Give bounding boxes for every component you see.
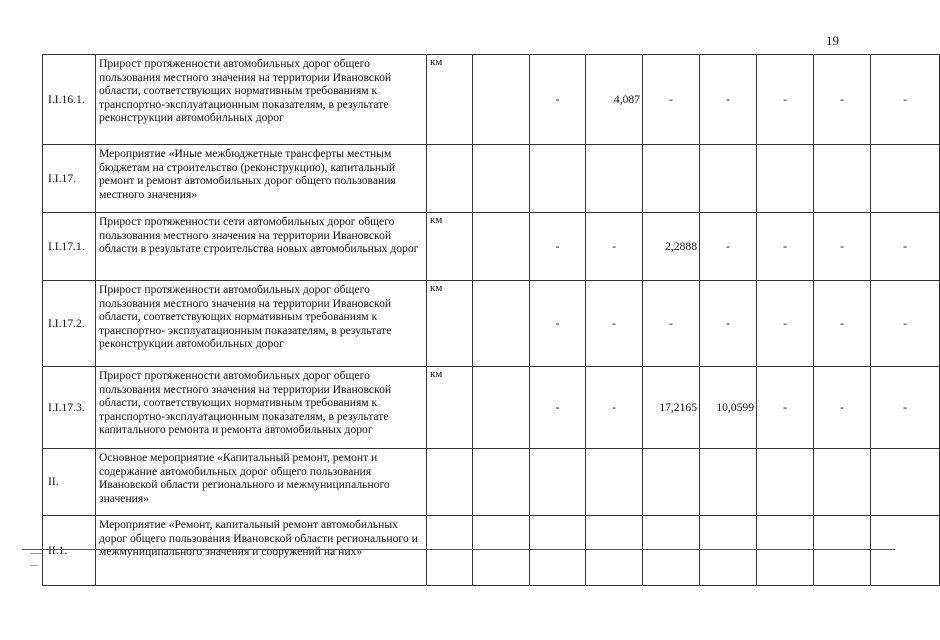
value-cell: - — [814, 213, 871, 281]
value-cell: - — [586, 213, 643, 281]
value-cell: - — [586, 281, 643, 367]
value-cell — [473, 367, 530, 449]
value-cell — [473, 55, 530, 145]
value-cell: - — [871, 367, 940, 449]
value-cell: - — [643, 55, 700, 145]
row-name: Мероприятие «Ремонт, капитальный ремонт автомобильных дорог общего пользования Ивановской области регионального и межмуниципального значения и сооружений на них» — [96, 516, 427, 586]
value-cell: - — [586, 367, 643, 449]
value-cell: - — [757, 213, 814, 281]
value-cell — [473, 516, 530, 586]
row-unit — [427, 449, 473, 516]
page-split-line — [22, 549, 895, 550]
value-cell — [473, 281, 530, 367]
value-cell: - — [871, 213, 940, 281]
scan-artifact — [30, 565, 38, 566]
row-name: Прирост протяженности автомобильных дорог общего пользования местного значения на территории Ивановской области, соответствующих нормативным требованиям к транспортно- эксплуатационным показателям, в результате реконструкции автомобильных дорог — [96, 281, 427, 367]
row-unit: км — [427, 281, 473, 367]
row-name: Прирост протяженности сети автомобильных дорог общего пользования местного значения на территории Ивановской области в результате строительства новых автомобильных дорог — [96, 213, 427, 281]
value-cell — [586, 516, 643, 586]
table-row — [43, 145, 940, 213]
value-cell: - — [530, 281, 586, 367]
table-row — [43, 367, 940, 449]
page-number: 19 — [826, 33, 839, 48]
value-cell — [473, 213, 530, 281]
row-unit: км — [427, 367, 473, 449]
value-cell — [643, 449, 700, 516]
value-cell — [700, 145, 757, 213]
row-code: I.I.17.2. — [43, 281, 96, 367]
value-cell: 4,087 — [586, 55, 643, 145]
value-cell: - — [757, 55, 814, 145]
row-code: II.1. — [43, 516, 96, 586]
value-cell — [757, 145, 814, 213]
value-cell: - — [643, 281, 700, 367]
value-cell — [757, 449, 814, 516]
value-cell — [530, 145, 586, 213]
value-cell: - — [814, 281, 871, 367]
value-cell: - — [871, 281, 940, 367]
table-row — [43, 281, 940, 367]
indicators-table — [42, 54, 940, 586]
table-body — [43, 55, 940, 586]
table-row — [43, 213, 940, 281]
value-cell: - — [814, 367, 871, 449]
value-cell: - — [871, 55, 940, 145]
row-name: Прирост протяженности автомобильных дорог общего пользования местного значения на территории Ивановской области, соответствующих нормативным требованиям к транспортно-эксплуатационным показателям, в результате капитального ремонта и ремонта автомобильных дорог — [96, 367, 427, 449]
value-cell — [530, 449, 586, 516]
value-cell — [700, 516, 757, 586]
value-cell: 2,2888 — [643, 213, 700, 281]
value-cell: - — [530, 213, 586, 281]
value-cell — [700, 449, 757, 516]
scan-artifact — [30, 553, 42, 554]
value-cell — [530, 516, 586, 586]
value-cell: - — [530, 55, 586, 145]
row-code: I.I.16.1. — [43, 55, 96, 145]
value-cell — [643, 145, 700, 213]
table-row — [43, 516, 940, 586]
value-cell — [814, 449, 871, 516]
value-cell: - — [700, 281, 757, 367]
row-name: Основное мероприятие «Капитальный ремонт, ремонт и содержание автомобильных дорог общего пользования Ивановской области регионального и межмуниципального значения» — [96, 449, 427, 516]
value-cell: - — [700, 213, 757, 281]
value-cell: - — [757, 281, 814, 367]
row-name: Прирост протяженности автомобильных дорог общего пользования местного значения на территории Ивановской области, соответствующих нормативным требованиям к транспортно-эксплуатационным показателям, в результате реконструкции автомобильных дорог — [96, 55, 427, 145]
row-code: I.I.17.3. — [43, 367, 96, 449]
row-code: I.I.17. — [43, 145, 96, 213]
row-unit: км — [427, 213, 473, 281]
table-row — [43, 55, 940, 145]
row-code: I.I.17.1. — [43, 213, 96, 281]
value-cell — [473, 145, 530, 213]
row-unit — [427, 516, 473, 586]
value-cell — [757, 516, 814, 586]
row-unit: км — [427, 55, 473, 145]
value-cell — [586, 145, 643, 213]
value-cell — [871, 516, 940, 586]
value-cell — [814, 516, 871, 586]
row-code: II. — [43, 449, 96, 516]
value-cell: - — [530, 367, 586, 449]
row-unit — [427, 145, 473, 213]
value-cell: - — [814, 55, 871, 145]
value-cell: - — [700, 55, 757, 145]
value-cell — [814, 145, 871, 213]
value-cell: 17,2165 — [643, 367, 700, 449]
value-cell — [473, 449, 530, 516]
value-cell: - — [757, 367, 814, 449]
value-cell: 10,0599 — [700, 367, 757, 449]
table-row — [43, 449, 940, 516]
value-cell — [871, 145, 940, 213]
value-cell — [643, 516, 700, 586]
row-name: Мероприятие «Иные межбюджетные трансферты местным бюджетам на строительство (реконструкцию), капитальный ремонт и ремонт автомобильных дорог общего пользования местного значения» — [96, 145, 427, 213]
value-cell — [871, 449, 940, 516]
value-cell — [586, 449, 643, 516]
